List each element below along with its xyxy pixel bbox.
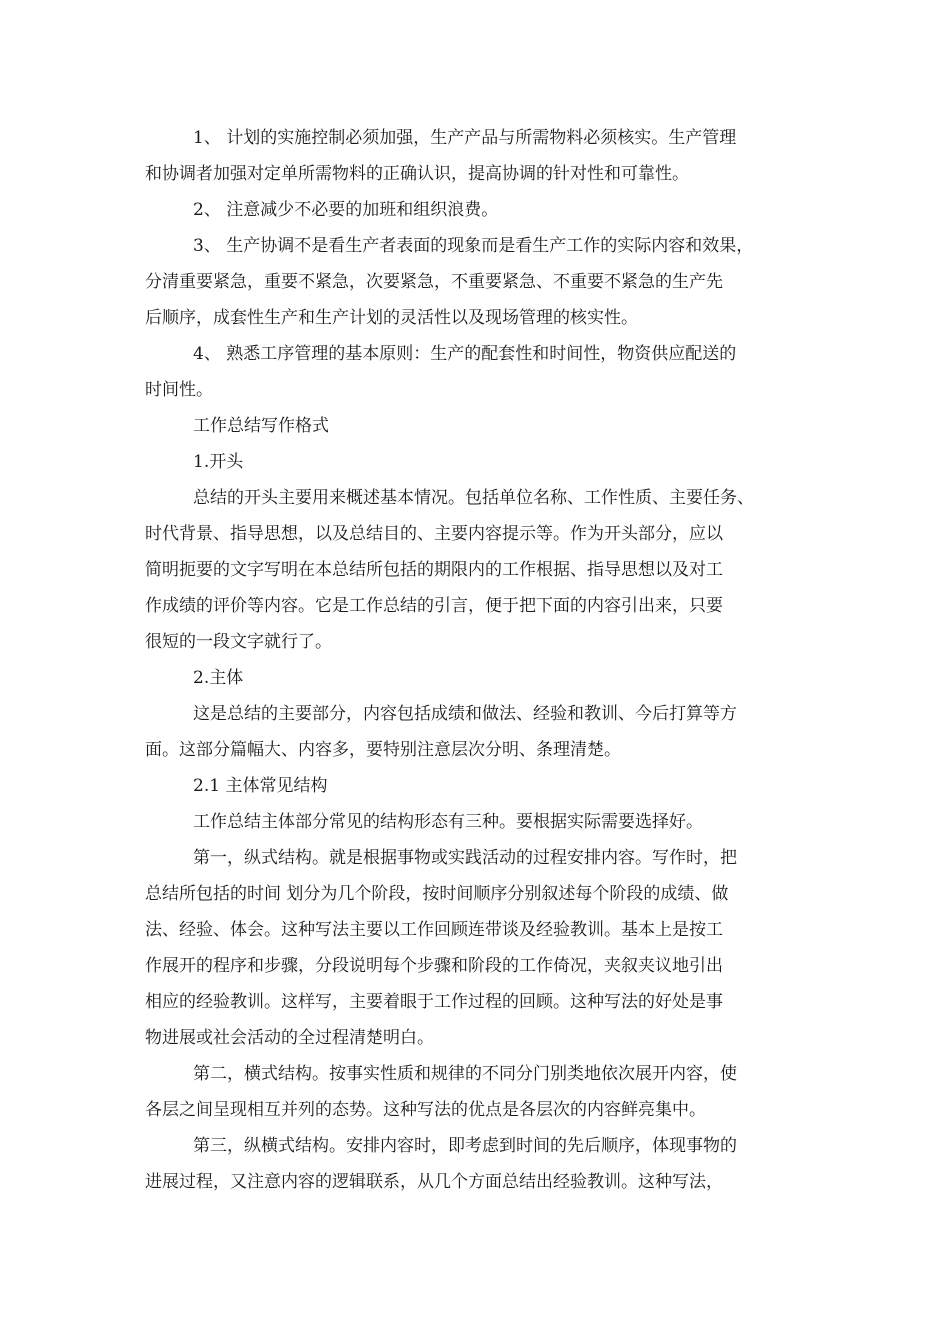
text-line: 后顺序，成套性生产和生产计划的灵活性以及现场管理的核实性。 [145, 308, 638, 328]
text-line: 很短的一段文字就行了。 [145, 632, 332, 652]
text-line: 作成绩的评价等内容。它是工作总结的引言，便于把下面的内容引出来，只要 [145, 596, 723, 616]
text-line: 时代背景、指导思想，以及总结目的、主要内容提示等。作为开头部分，应以 [145, 524, 723, 544]
text-line: 4、 熟悉工序管理的基本原则：生产的配套性和时间性，物资供应配送的 [193, 344, 737, 364]
text-line: 2、 注意减少不必要的加班和组织浪费。 [193, 200, 499, 220]
text-line: 分清重要紧急，重要不紧急，次要紧急，不重要紧急、不重要不紧急的生产先 [145, 272, 723, 292]
text-line: 和协调者加强对定单所需物料的正确认识，提高协调的针对性和可靠性。 [145, 164, 689, 184]
text-line: 第三，纵横式结构。安排内容时，即考虑到时间的先后顺序，体现事物的 [193, 1136, 737, 1156]
text-line: 简明扼要的文字写明在本总结所包括的期限内的工作根据、指导思想以及对工 [145, 560, 723, 580]
text-line: 相应的经验教训。这样写，主要着眼于工作过程的回顾。这种写法的好处是事 [145, 992, 723, 1012]
text-line: 时间性。 [145, 380, 213, 400]
document-body [145, 120, 825, 1200]
text-line: 总结所包括的时间 划分为几个阶段，按时间顺序分别叙述每个阶段的成绩、做 [145, 884, 729, 904]
text-line: 2.主体 [193, 668, 244, 688]
text-line: 2.1 主体常见结构 [193, 776, 328, 796]
text-line: 工作总结写作格式 [193, 416, 329, 436]
text-line: 法、经验、体会。这种写法主要以工作回顾连带谈及经验教训。基本上是按工 [145, 920, 723, 940]
text-line: 这是总结的主要部分，内容包括成绩和做法、经验和教训、今后打算等方 [193, 704, 737, 724]
text-line: 各层之间呈现相互并列的态势。这种写法的优点是各层次的内容鲜亮集中。 [145, 1100, 706, 1120]
text-line: 1.开头 [193, 452, 244, 472]
text-line: 3、 生产协调不是看生产者表面的现象而是看生产工作的实际内容和效果， [193, 236, 754, 256]
text-line: 第一，纵式结构。就是根据事物或实践活动的过程安排内容。写作时，把 [193, 848, 737, 868]
text-line: 1、 计划的实施控制必须加强，生产产品与所需物料必须核实。生产管理 [193, 128, 737, 148]
text-line: 物进展或社会活动的全过程清楚明白。 [145, 1028, 434, 1048]
text-line: 面。这部分篇幅大、内容多，要特别注意层次分明、条理清楚。 [145, 740, 621, 760]
text-line: 进展过程，又注意内容的逻辑联系，从几个方面总结出经验教训。这种写法， [145, 1172, 723, 1192]
text-line: 第二，横式结构。按事实性质和规律的不同分门别类地依次展开内容，使 [193, 1064, 737, 1084]
text-line: 总结的开头主要用来概述基本情况。包括单位名称、工作性质、主要任务、 [193, 488, 754, 508]
text-line: 工作总结主体部分常见的结构形态有三种。要根据实际需要选择好。 [193, 812, 703, 832]
text-line: 作展开的程序和步骤，分段说明每个步骤和阶段的工作倚况，夹叙夹议地引出 [145, 956, 723, 976]
